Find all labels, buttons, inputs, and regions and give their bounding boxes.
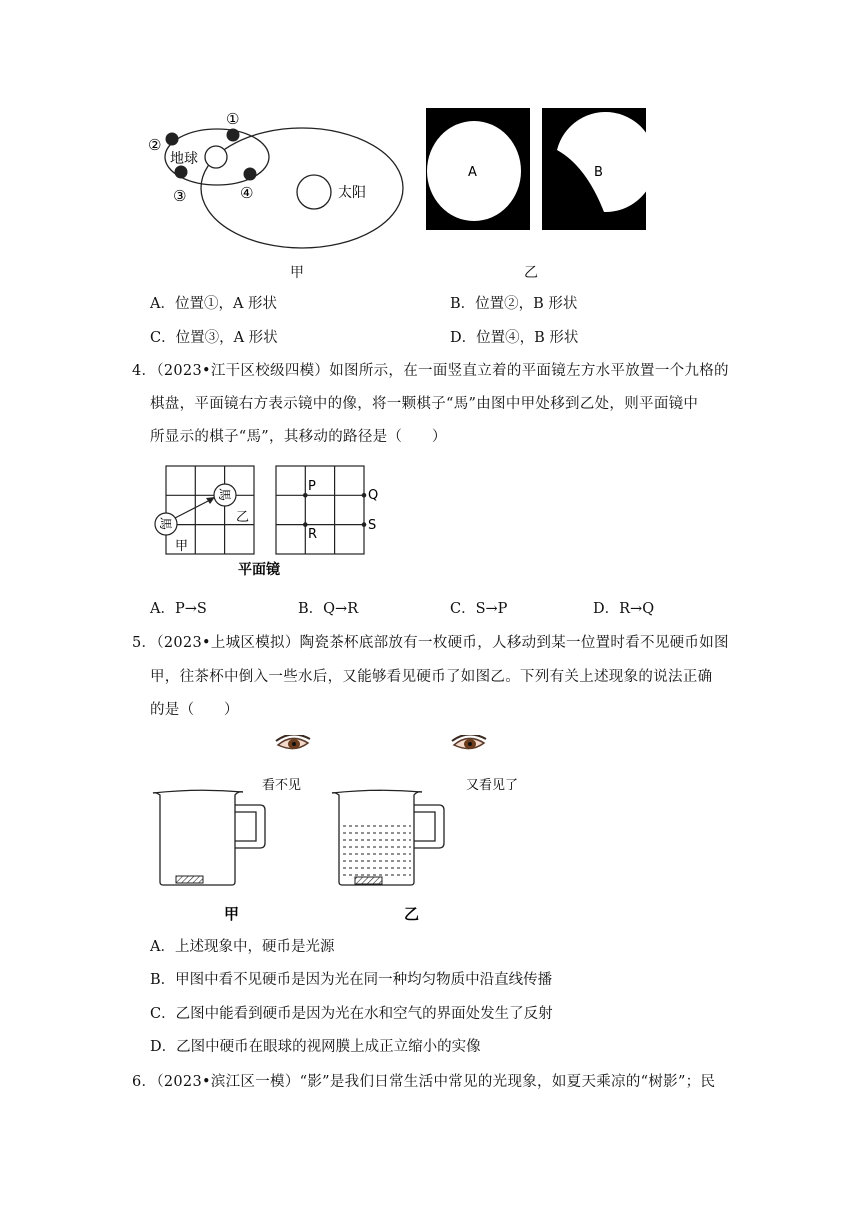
- earth-label: 地球: [170, 151, 198, 167]
- moon-position-2: [166, 133, 179, 146]
- coin-yi: [355, 877, 382, 884]
- q5-stem-line-1: 5．（2023•上城区模拟）陶瓷茶杯底部放有一枚硬币，人移动到某一位置时看不见硬币如图: [132, 635, 729, 651]
- point-r: R: [308, 527, 318, 542]
- q4-stem-line-3: 所显示的棋子“馬”，其移动的路径是（ ）: [150, 429, 447, 445]
- water: [343, 826, 411, 875]
- cup-yi-label: 乙: [404, 905, 420, 923]
- see-again-label: 又看见了: [466, 778, 519, 793]
- q4-option-b[interactable]: B．Q→R: [298, 601, 359, 617]
- mirror-label: 平面镜: [238, 562, 280, 578]
- pos-4-label: ④: [240, 184, 254, 202]
- q3-moon-shapes: [426, 108, 646, 232]
- q5-stem-line-3: 的是（ ）: [150, 702, 239, 718]
- moon-position-1: [227, 129, 240, 142]
- q3-option-a[interactable]: A．位置①，A 形状: [150, 296, 278, 312]
- q5-cups-figure: [148, 735, 548, 925]
- q3-orbit-figure: [140, 100, 410, 260]
- eye-icon: [276, 735, 310, 749]
- sun-circle: [297, 175, 331, 209]
- q5-option-c[interactable]: C．乙图中能看到硬币是因为光在水和空气的界面处发生了反射: [150, 1006, 553, 1022]
- q4-option-d[interactable]: D．R→Q: [593, 601, 655, 617]
- point-s: S: [368, 518, 377, 533]
- yi-label: 乙: [236, 510, 250, 525]
- pos-1-label: ①: [226, 110, 240, 128]
- cup-jia-label: 甲: [224, 905, 240, 923]
- q4-chessboard-figure: [148, 462, 398, 582]
- q3-option-b[interactable]: B．位置②，B 形状: [450, 296, 578, 312]
- q5-option-a[interactable]: A．上述现象中，硬币是光源: [150, 939, 335, 955]
- shape-b-label: B: [594, 165, 603, 180]
- coin-jia: [176, 876, 203, 883]
- pos-2-label: ②: [148, 136, 162, 154]
- q3-option-c[interactable]: C．位置③，A 形状: [150, 330, 278, 346]
- q5-option-b[interactable]: B．甲图中看不见硬币是因为光在同一种均匀物质中沿直线传播: [150, 972, 553, 988]
- piece-yi-char: 馬: [216, 488, 231, 502]
- shape-a-label: A: [468, 165, 477, 180]
- q4-stem-line-1: 4．（2023•江干区校级四模）如图所示，在一面竖直立着的平面镜左方水平放置一个九格的: [132, 363, 729, 379]
- q4-option-a[interactable]: A．P→S: [150, 601, 207, 617]
- q6-stem-line-1: 6．（2023•滨江区一模）“影”是我们日常生活中常见的光现象，如夏天乘凉的“树影”；民: [132, 1074, 716, 1090]
- point-q: Q: [368, 488, 379, 503]
- q3-option-d[interactable]: D．位置④，B 形状: [450, 330, 579, 346]
- cup-jia: [153, 790, 265, 885]
- moon-position-3: [175, 166, 188, 179]
- q5-stem-line-2: 甲，往茶杯中倒入一些水后，又能够看见硬币了如图乙。下列有关上述现象的说法正确: [150, 669, 713, 685]
- earth-circle: [205, 146, 227, 168]
- eye-icon: [452, 735, 486, 749]
- cup-yi: [332, 790, 444, 885]
- jia-label: 甲: [175, 539, 189, 554]
- q4-stem-line-2: 棋盘，平面镜右方表示镜中的像，将一颗棋子“馬”由图中甲处移到乙处，则平面镜中: [150, 396, 699, 412]
- piece-jia-char: 馬: [157, 517, 172, 531]
- q5-option-d[interactable]: D．乙图中硬币在眼球的视网膜上成正立缩小的实像: [150, 1039, 481, 1055]
- q3-fig-left-label: 甲: [290, 265, 304, 281]
- point-p: P: [308, 479, 316, 494]
- cant-see-label: 看不见: [262, 778, 302, 793]
- q3-fig-right-label: 乙: [524, 265, 538, 281]
- sun-label: 太阳: [338, 185, 366, 201]
- q4-option-c[interactable]: C．S→P: [450, 601, 508, 617]
- pos-3-label: ③: [173, 187, 187, 205]
- moon-position-4: [244, 168, 257, 181]
